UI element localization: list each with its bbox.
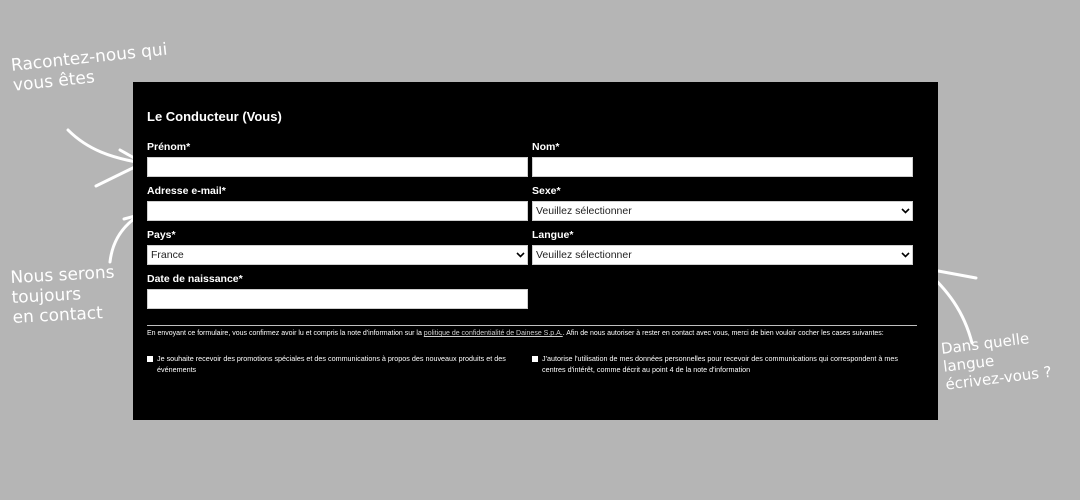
promotions-consent-label: Je souhaite recevoir des promotions spéciales et des communications à propos des nouveaux produits et des événements (157, 354, 506, 374)
country-select[interactable] (147, 245, 528, 265)
language-label: Langue* (532, 229, 574, 241)
chevron-down-icon (901, 208, 910, 214)
privacy-notice (147, 329, 922, 339)
gender-select-value: Veuillez sélectionner (536, 205, 632, 217)
privacy-notice-text-end: . Afin de nous autoriser à rester en contact avec vous, merci de bien vouloir cocher les cases suivantes: (562, 330, 884, 337)
gender-label: Sexe* (532, 185, 561, 197)
lastname-input[interactable] (532, 157, 913, 177)
annotation-stay-in-contact: Nous serons toujours en contact (10, 262, 116, 328)
chevron-down-icon (901, 252, 910, 258)
language-select-value: Veuillez sélectionner (536, 249, 632, 261)
country-select-value: France (151, 249, 184, 261)
firstname-label: Prénom* (147, 141, 191, 153)
birthdate-input[interactable] (147, 289, 528, 309)
gender-select[interactable] (532, 201, 913, 221)
language-select[interactable] (532, 245, 913, 265)
section-title: Le Conducteur (Vous) (147, 109, 282, 124)
lastname-label: Nom* (532, 141, 560, 153)
divider (147, 325, 917, 326)
country-label: Pays* (147, 229, 176, 241)
email-label: Adresse e-mail* (147, 185, 226, 197)
personal-data-consent-label: J'autorise l'utilisation de mes données personnelles pour recevoir des communications qui correspondent à mes centres d'intérêt, comme décrit au point 4 de la note d'information (542, 354, 898, 374)
annotation-language: Dans quelle langue écrivez-vous ? (940, 329, 1053, 394)
email-field[interactable] (147, 201, 528, 221)
firstname-input[interactable] (147, 157, 528, 177)
privacy-policy-link[interactable]: politique de confidentialité de Dainese S.p.A. (423, 330, 563, 337)
personal-data-checkbox[interactable] (532, 356, 538, 362)
birthdate-label: Date de naissance* (147, 273, 243, 285)
driver-form-panel (133, 82, 938, 420)
chevron-down-icon (516, 252, 525, 258)
privacy-notice-text-start: En envoyant ce formulaire, vous confirmez avoir lu et compris la note d'information sur la (147, 330, 424, 337)
arrow-to-firstname (68, 130, 142, 163)
annotation-who-are-you: Racontez-nous qui vous êtes (10, 39, 169, 96)
promotions-checkbox[interactable] (147, 356, 153, 362)
